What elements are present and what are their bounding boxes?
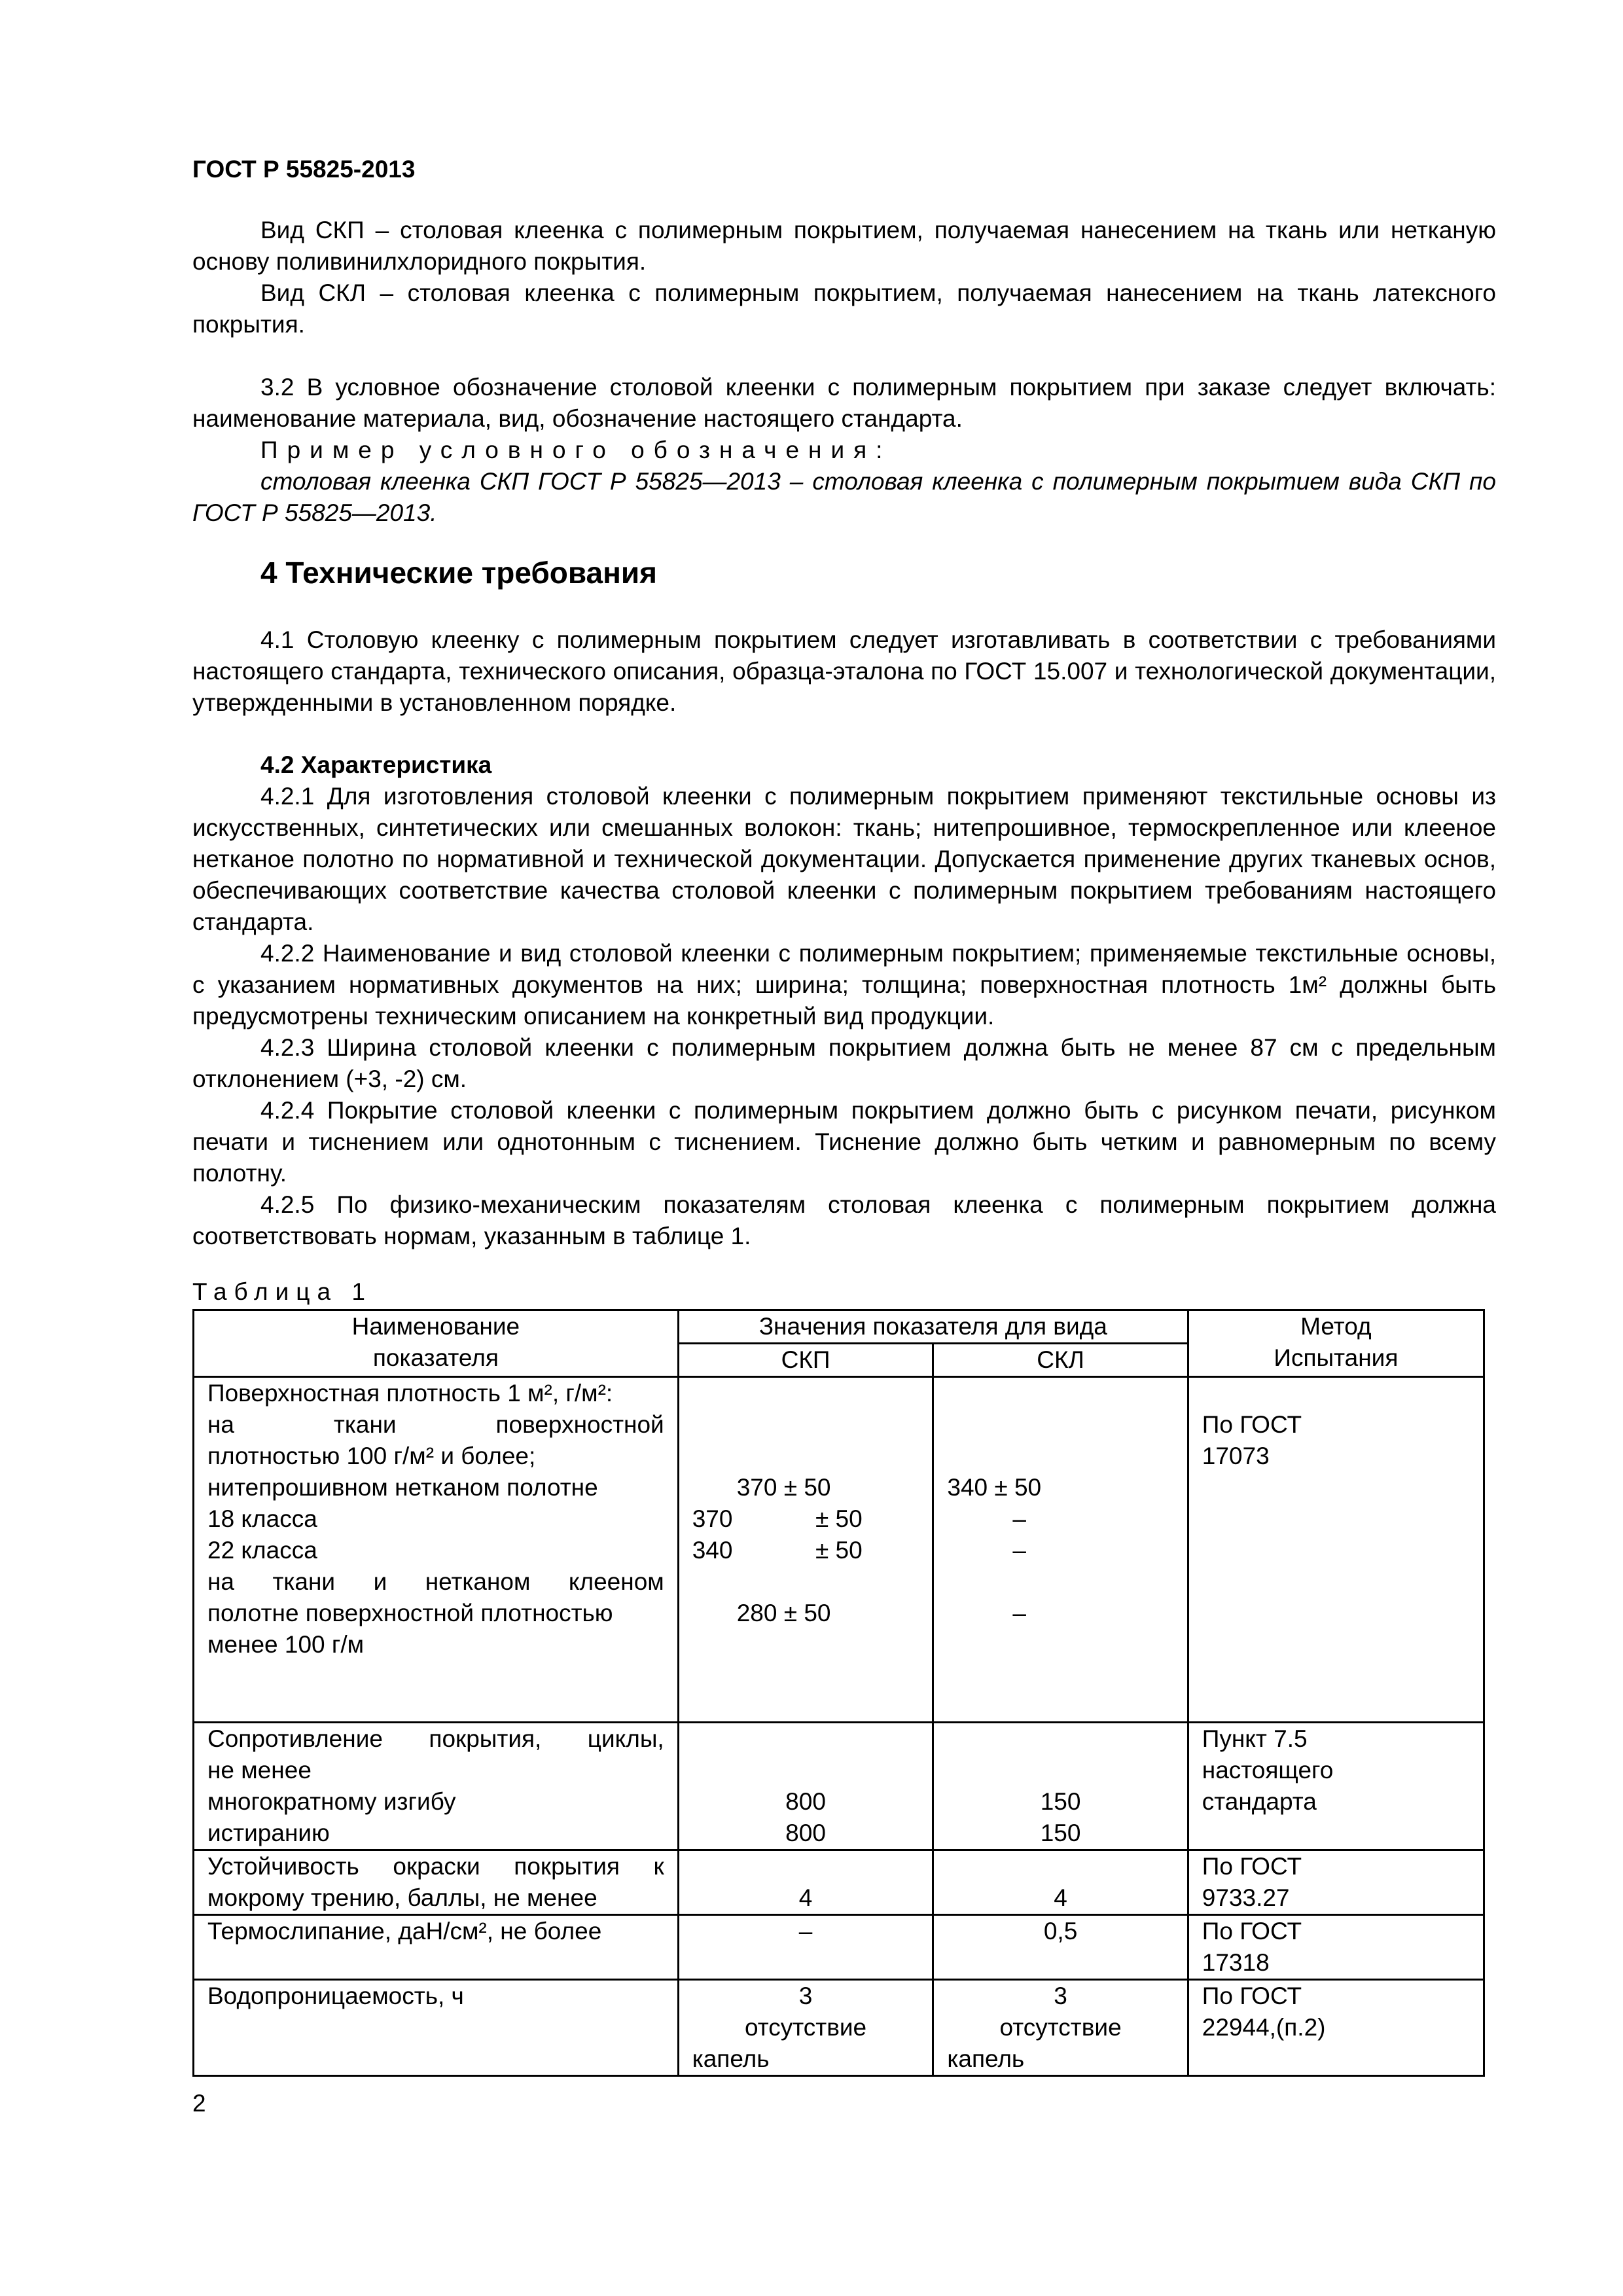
row5-skp-cell: 3 отсутствие капель — [678, 1980, 933, 2076]
table-row — [194, 1850, 1484, 1915]
row4-skp-cell: – — [678, 1915, 933, 1980]
paragraph-4-2-4: 4.2.4 Покрытие столовой клеенки с полимерным покрытием должно быть с рисунком печати, рисунком печати и тиснением или однотонным с тиснением. Тиснение должно быть четким и равномерным по всему полотну. — [192, 1097, 1496, 1187]
paragraph-4-2-2: 4.2.2 Наименование и вид столовой клеенки с полимерным покрытием; применяемые текстильные основы, с указанием нормативных документов на них; ширина; толщина; поверхностная плотность 1м² должны быть предусмотрены техническим описанием на конкретный вид продукции. — [192, 940, 1496, 1030]
paragraph-4-2-1: 4.2.1 Для изготовления столовой клеенки с полимерным покрытием применяют текстильные основы из искусственных, синтетических или смешанных волокон: ткань; нитепрошивное, термоскрепленное или клееное нетканое полотно по нормативной и технической документации. Допускается применение других тканевых основ, обеспечивающих соответствие качества столовой клеенки с полимерным покрытием требованиям настоящего стандарта. — [192, 783, 1496, 935]
section-title: 4 Технические требования — [260, 556, 657, 590]
example-text: столовая клеенка СКП ГОСТ Р 55825—2013 – столовая клеенка с полимерным покрытием вида СКП по ГОСТ Р 55825—2013. — [192, 468, 1496, 526]
header-values-cell: Значения показателя для вида — [678, 1310, 1188, 1344]
paragraph-4-2-3: 4.2.3 Ширина столовой клеенки с полимерным покрытием должна быть не менее 87 см с предельным отклонением (+3, -2) см. — [192, 1034, 1496, 1092]
paragraph-3-2: 3.2 В условное обозначение столовой клеенки с полимерным покрытием при заказе следует включать: наименование материала, вид, обозначение настоящего стандарта. — [192, 374, 1496, 432]
row1-name-cell: Поверхностная плотность 1 м², г/м²: на ткани поверхностной плотностью 100 г/м² и более; нитепрошивном нетканом полотне 18 класса 22 класса на ткани и нетканом клееном полотне поверхностной плотностью менее 100 г/м — [194, 1377, 679, 1723]
row4-method-cell: По ГОСТ 17318 — [1188, 1915, 1484, 1980]
designation-block — [192, 372, 1496, 529]
row1-method-cell: По ГОСТ 17073 — [1188, 1377, 1484, 1723]
subsection-title: 4.2 Характеристика — [260, 751, 492, 778]
page-number: 2 — [192, 2090, 206, 2117]
table-row — [194, 1377, 1484, 1723]
row3-skl-cell: 4 — [933, 1850, 1188, 1915]
header-skp-cell: СКП — [678, 1344, 933, 1377]
paragraph-skp: Вид СКП – столовая клеенка с полимерным покрытием, получаемая нанесением на ткань или нетканую основу поливинилхлоридного покрытия. — [192, 217, 1496, 275]
row1-skl-cell: 340 ± 50 – – – — [933, 1377, 1188, 1723]
row2-skp-cell: 800 800 — [678, 1723, 933, 1850]
document-header: ГОСТ Р 55825-2013 — [192, 156, 416, 183]
header-method-cell: Метод Испытания — [1188, 1310, 1484, 1377]
paragraph-4-2-5: 4.2.5 По физико-механическим показателям столовая клеенка с полимерным покрытием должна соответствовать нормам, указанным в таблице 1. — [192, 1191, 1496, 1249]
row2-skl-cell: 150 150 — [933, 1723, 1188, 1850]
characteristics-block — [192, 749, 1496, 1252]
row3-name-cell: Устойчивость окраски покрытия к мокрому трению, баллы, не менее — [194, 1850, 679, 1915]
row4-skl-cell: 0,5 — [933, 1915, 1188, 1980]
paragraph-4-1: 4.1 Столовую клеенку с полимерным покрытием следует изготавливать в соответствии с требованиями настоящего стандарта, технического описания, образца-эталона по ГОСТ 15.007 и технологической документации, утвержденными в установленном порядке. — [192, 626, 1496, 716]
paragraph-skl: Вид СКЛ – столовая клеенка с полимерным покрытием, получаемая нанесением на ткань латексного покрытия. — [192, 279, 1496, 338]
header-skl-cell: СКЛ — [933, 1344, 1188, 1377]
row1-skp-cell: 370 ± 50 370 ± 50 340 ± 50 280 ± 50 — [678, 1377, 933, 1723]
header-name-cell: Наименование показателя — [194, 1310, 679, 1377]
row2-name-cell: Сопротивление покрытия, циклы, не менее многократному изгибу истиранию — [194, 1723, 679, 1850]
row3-method-cell: По ГОСТ 9733.27 — [1188, 1850, 1484, 1915]
row5-method-cell: По ГОСТ 22944,(п.2) — [1188, 1980, 1484, 2076]
properties-table — [192, 1309, 1485, 2077]
intro-block — [192, 215, 1496, 340]
row5-name-cell: Водопроницаемость, ч — [194, 1980, 679, 2076]
row5-skl-cell: 3 отсутствие капель — [933, 1980, 1188, 2076]
row4-name-cell: Термослипание, даН/см², не более — [194, 1915, 679, 1980]
table-header-row — [194, 1310, 1484, 1344]
table-caption: Таблица 1 — [192, 1278, 372, 1305]
row2-method-cell: Пункт 7.5 настоящего стандарта — [1188, 1723, 1484, 1850]
row3-skp-cell: 4 — [678, 1850, 933, 1915]
table-row — [194, 1915, 1484, 1980]
example-label: Пример условного обозначения: — [260, 437, 892, 463]
table-row — [194, 1723, 1484, 1850]
paragraph-4-1-block — [192, 624, 1496, 719]
table-row — [194, 1980, 1484, 2076]
